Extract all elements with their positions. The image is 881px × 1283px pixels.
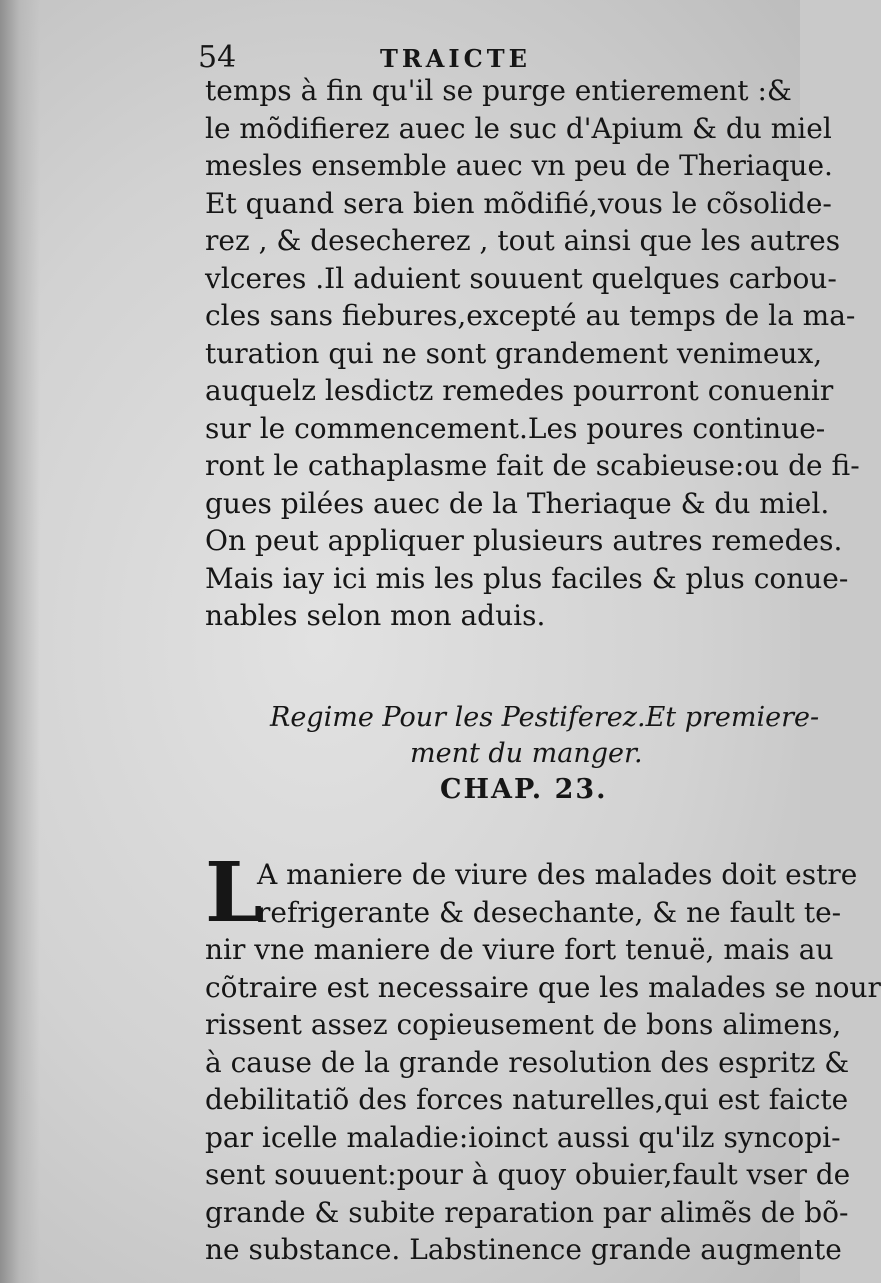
text-line: turation qui ne sont grandement venimeux, [205, 336, 823, 370]
running-title: TRAICTE [380, 44, 531, 73]
text-line: refrigerante & desechante, & ne fault te- [257, 895, 842, 929]
text-line: le mõdifierez auec le suc d'Apium & du miel [205, 111, 832, 145]
text-line: gues pilées auec de la Theriaque & du miel. [205, 486, 830, 520]
text-line: sur le commencement.Les poures continue- [205, 411, 826, 445]
text-line: temps à fin qu'il se purge entierement :& [205, 74, 792, 107]
text-line: auquelz lesdictz remedes pourront conuenir [205, 374, 834, 407]
chapter-title-line-2: ment du manger. [410, 738, 643, 769]
text-line: cles sans fiebures,excepté au temps de la ma- [205, 299, 856, 332]
text-line: On peut appliquer plusieurs autres remedes. [205, 524, 843, 557]
chapter-number: CHAP. 23. [440, 774, 608, 805]
text-line: A maniere de viure des malades doit estre [257, 858, 858, 891]
text-line: nir vne maniere de viure fort tenuë, mais au [205, 933, 834, 966]
text-line: ne substance. Labstinence grande augmente [205, 1233, 842, 1266]
text-line: ront le cathaplasme fait de scabieuse:ou de fi- [205, 449, 860, 482]
text-line: vlceres .Il aduient souuent quelques carbou- [205, 261, 837, 295]
text-line: rissent assez copieusement de bons alimens, [205, 1008, 842, 1041]
drop-capital: L [205, 845, 263, 941]
text-line: Et quand sera bien mõdifié,vous le cõsolide- [205, 186, 832, 220]
chapter-title-line-1: Regime Pour les Pestiferez.Et premiere- [270, 702, 820, 733]
page-gutter-shadow [0, 0, 40, 1283]
text-line: par icelle maladie:ioinct aussi qu'ilz syncopi- [205, 1120, 841, 1154]
text-line: à cause de la grande resolution des espritz & [205, 1045, 850, 1079]
text-line: grande & subite reparation par alimẽs de bõ- [205, 1195, 849, 1229]
paragraph-1 [205, 72, 860, 635]
paragraph-2 [205, 845, 881, 1269]
chapter-heading [200, 700, 820, 808]
text-line: debilitatiõ des forces naturelles,qui est faicte [205, 1083, 849, 1116]
text-line: Mais iay ici mis les plus faciles & plus conue- [205, 561, 849, 595]
text-line: cõtraire est necessaire que les malades se nour [205, 970, 881, 1004]
page-number: 54 [198, 40, 237, 75]
text-line: rez , & desecherez , tout ainsi que les autres [205, 224, 841, 257]
text-line: nables selon mon aduis. [205, 599, 546, 632]
text-line: sent souuent:pour à quoy obuier,fault vser de [205, 1158, 851, 1191]
text-line: mesles ensemble auec vn peu de Theriaque. [205, 149, 833, 182]
